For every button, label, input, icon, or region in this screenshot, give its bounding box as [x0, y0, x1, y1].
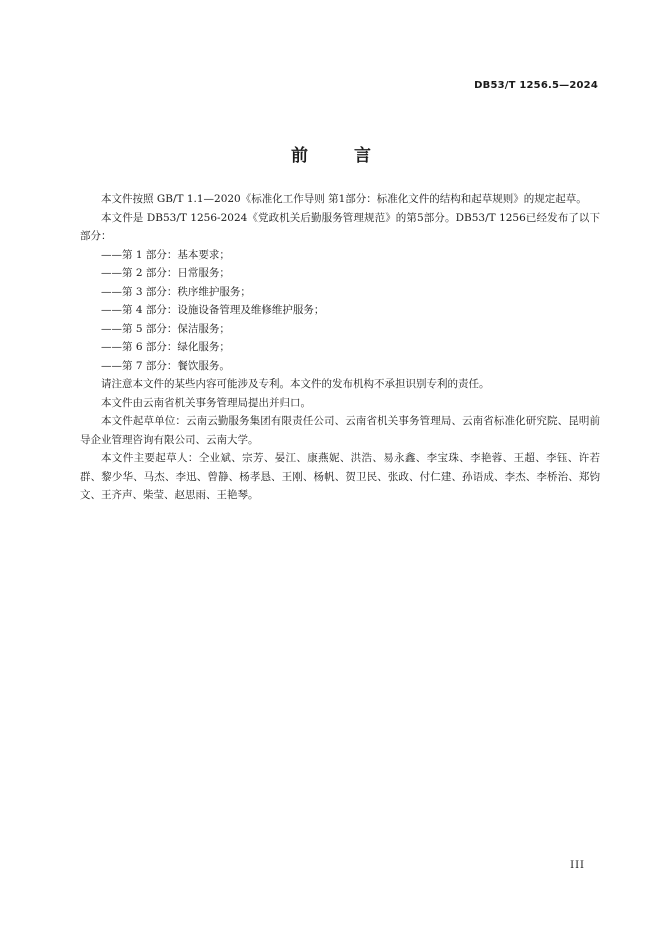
list-item: ——第 3 部分：秩序维护服务；: [101, 285, 251, 298]
page-number: III: [570, 860, 585, 871]
list-item: ——第 1 部分：基本要求；: [101, 248, 230, 261]
list-item: ——第 4 部分：设施设备管理及维修维护服务；: [101, 304, 325, 316]
proposer-paragraph: 本文件由云南省机关事务管理局提出并归口。: [101, 396, 311, 409]
list-item: ——第 2 部分：日常服务；: [101, 267, 230, 279]
page-title: 前 言: [291, 146, 391, 166]
drafting-rules-paragraph: 本文件按照 GB/T 1.1—2020《标准化工作导则 第1部分：标准化文件的结构和起草规则》的规定起草。: [101, 193, 587, 205]
foreword-body: [80, 190, 600, 505]
document-code: DB53/T 1256.5—2024: [474, 80, 598, 91]
drafters-paragraph: 本文件主要起草人：仝业斌、宗芳、晏江、康燕妮、洪浩、易永鑫、李宝珠、李艳蓉、王超、李钰、许若群、黎少华、马杰、李迅、曾静、杨孝恳、王刚、杨帆、贺卫民、张政、付仁建、孙语成、李杰、李桥治、郑钧文、王齐声、柴莹、赵思雨、王艳琴。: [80, 452, 600, 501]
parts-list: [80, 246, 600, 376]
list-item: ——第 7 部分：餐饮服务。: [101, 359, 230, 372]
list-item: ——第 6 部分：绿化服务；: [101, 341, 230, 353]
drafting-units-paragraph: 本文件起草单位：云南云勤服务集团有限责任公司、云南省机关事务管理局、云南省标准化研究院、昆明前导企业管理咨询有限公司、云南大学。: [80, 415, 600, 446]
series-paragraph: 本文件是 DB53/T 1256-2024《党政机关后勤服务管理规范》的第5部分。DB53/T 1256已经发布了以下部分：: [80, 211, 600, 242]
patent-notice-paragraph: 请注意本文件的某些内容可能涉及专利。本文件的发布机构不承担识别专利的责任。: [101, 378, 490, 390]
list-item: ——第 5 部分：保洁服务；: [101, 322, 230, 335]
